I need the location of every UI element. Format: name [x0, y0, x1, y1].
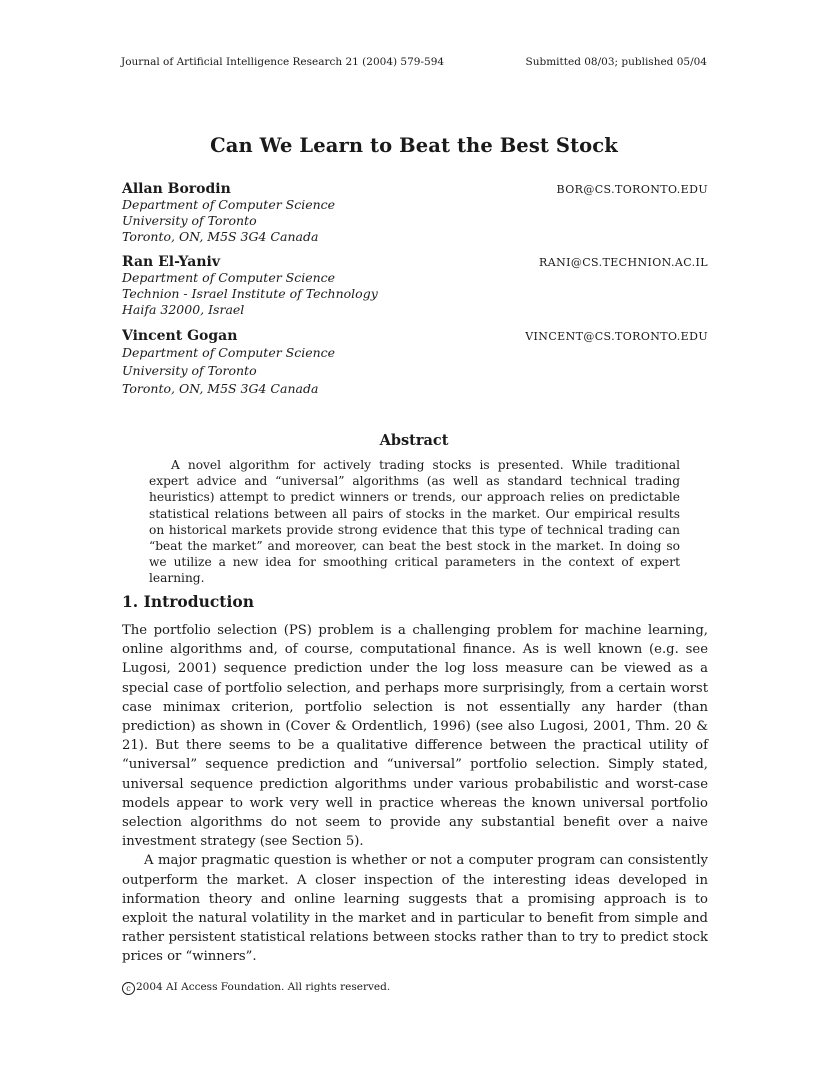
copyright-text: 2004 AI Access Foundation. All rights reserved.	[136, 981, 391, 993]
section-body	[122, 621, 708, 967]
affiliation-line: University of Toronto	[122, 363, 257, 378]
author-email: RANI@CS.TECHNION.AC.IL	[539, 256, 708, 269]
author-name: Vincent Gogan	[122, 328, 238, 344]
author-block-el-yaniv	[122, 254, 708, 318]
author-name: Ran El-Yaniv	[122, 254, 220, 270]
author-affiliation	[122, 344, 708, 398]
running-header	[121, 56, 707, 68]
abstract-body	[149, 457, 680, 587]
affiliation-line: Haifa 32000, Israel	[122, 302, 245, 317]
journal-citation: Journal of Artificial Intelligence Research 21 (2004) 579-594	[121, 56, 445, 68]
abstract-heading: Abstract	[379, 432, 449, 449]
submission-dates: Submitted 08/03; published 05/04	[525, 56, 707, 68]
paragraph: A major pragmatic question is whether or not a computer program can consistently outperform the market. A closer inspection of the interesting ideas developed in information theory and online learning suggests that a promising approach is to exploit the natural volatility in the market and in particular to benefit from simple and rather persistent statistical relations between stocks rather than to try to predict stock prices or “winners”.	[122, 853, 708, 965]
author-name: Allan Borodin	[122, 181, 231, 197]
author-block-gogan	[122, 328, 708, 398]
author-affiliation	[122, 270, 708, 318]
affiliation-line: Technion - Israel Institute of Technology	[122, 286, 378, 301]
affiliation-line: Toronto, ON, M5S 3G4 Canada	[122, 229, 319, 244]
author-email: BOR@CS.TORONTO.EDU	[556, 183, 708, 196]
author-affiliation	[122, 197, 708, 245]
affiliation-line: Toronto, ON, M5S 3G4 Canada	[122, 381, 319, 396]
affiliation-line: Department of Computer Science	[122, 345, 336, 360]
affiliation-line: Department of Computer Science	[122, 197, 336, 212]
affiliation-line: University of Toronto	[122, 213, 257, 228]
affiliation-line: Department of Computer Science	[122, 270, 336, 285]
section-heading: 1. Introduction	[122, 592, 254, 611]
copyright-symbol: c	[122, 982, 135, 995]
copyright-footer	[122, 981, 390, 995]
abstract-text: A novel algorithm for actively trading stocks is presented. While traditional expert advice and “universal” algorithms (as well as standard technical trading heuristics) attempt to predict winners or trends, our approach relies on predictable statistical relations between all pairs of stocks in the market. Our empirical results on historical markets provide strong evidence that this type of technical trading can “beat the market” and moreover, can beat the best stock in the market. In doing so we utilize a new idea for smoothing critical parameters in the context of expert learning.	[149, 458, 680, 586]
paragraph: The portfolio selection (PS) problem is a challenging problem for machine learning, online algorithms and, of course, computational finance. As is well known (e.g. see Lugosi, 2001) sequence prediction under the log loss measure can be viewed as a special case of portfolio selection, and perhaps more surprisingly, from a certain worst case minimax criterion, portfolio selection is not essentially any harder (than prediction) as shown in (Cover & Ordentlich, 1996) (see also Lugosi, 2001, Thm. 20 & 21). But there seems to be a qualitative difference between the practical utility of “universal” sequence prediction and “universal” portfolio selection. Simply stated, universal sequence prediction algorithms under various probabilistic and worst-case models appear to work very well in practice whereas the known universal portfolio selection algorithms do not seem to provide any substantial benefit over a naive investment strategy (see Section 5).	[122, 623, 708, 850]
author-email: VINCENT@CS.TORONTO.EDU	[525, 330, 708, 343]
paper-title: Can We Learn to Beat the Best Stock	[210, 134, 618, 157]
author-block-borodin	[122, 181, 708, 245]
